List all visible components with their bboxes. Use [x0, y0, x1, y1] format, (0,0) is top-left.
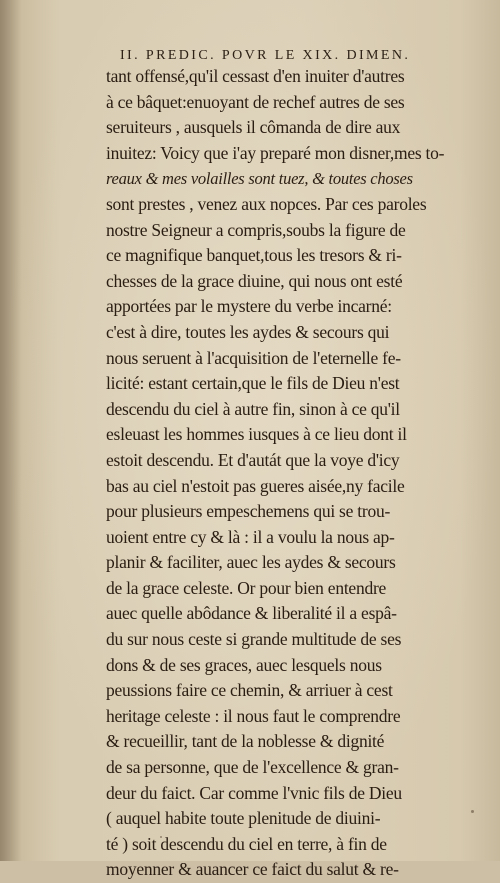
text-line: nostre Seigneur a compris,soubs la figure de [106, 219, 406, 240]
text-line: chesses de la grace diuine, qui nous ont esté [106, 270, 403, 291]
text-line: uoient entre cy & là : il a voulu la nous ap- [106, 526, 395, 547]
text-line: apportées par le mystere du verbe incarné: [106, 296, 392, 317]
text-line: té ) soit descendu du ciel en terre, à fin de [106, 833, 387, 854]
ink-spot [471, 810, 474, 813]
text-line: licité: estant certain,que le fils de Dieu n'est [106, 373, 400, 394]
text-line: ce magnifique banquet,tous les tresors & ri- [106, 245, 402, 266]
running-head: II. PREDIC. POVR LE XIX. DIMEN. [120, 48, 411, 63]
body-text [106, 64, 478, 883]
text-line: pour plusieurs empeschemens qui se trou- [106, 501, 391, 522]
text-line: de la grace celeste. Or pour bien entendre [106, 577, 387, 598]
text-line: moyenner & auancer ce faict du salut & re- [106, 859, 399, 880]
text-line: descendu du ciel à autre fin, sinon à ce qu'il [106, 398, 400, 419]
text-line: sont prestes , venez aux nopces. Par ces paroles [106, 193, 427, 214]
text-line: & recueillir, tant de la noblesse & dignité [106, 731, 385, 752]
text-line: reaux & mes volailles sont tuez, & toutes choses [106, 169, 413, 189]
text-line: du sur nous ceste si grande multitude de ses [106, 629, 402, 650]
text-line: deur du faict. Car comme l'vnic fils de Dieu [106, 782, 402, 803]
gutter-shadow [0, 0, 22, 861]
text-line: dons & de ses graces, auec lesquels nous [106, 654, 382, 675]
text-line: bas au ciel n'estoit pas gueres aisée,ny facile [106, 475, 405, 496]
text-line: tant offensé,qu'il cessast d'en inuiter d'autres [106, 66, 405, 86]
ink-spot [160, 836, 162, 838]
text-line: c'est à dire, toutes les aydes & secours qui [106, 321, 390, 342]
text-line: de sa personne, que de l'excellence & gran- [106, 757, 399, 778]
text-line: esleuast les hommes iusques à ce lieu dont il [106, 424, 407, 445]
text-line: auec quelle abôdance & liberalité il a espâ- [106, 603, 397, 624]
text-line: inuitez: Voicy que i'ay preparé mon disner,mes to- [106, 142, 445, 163]
text-line: nous seruent à l'acquisition de l'eternelle fe- [106, 347, 401, 368]
text-line: planir & faciliter, auec les aydes & secours [106, 552, 396, 573]
text-line: seruiteurs , ausquels il cômanda de dire aux [106, 117, 401, 138]
text-line: à ce bâquet:enuoyant de rechef autres de ses [106, 91, 405, 112]
text-line: peussions faire ce chemin, & arriuer à cest [106, 680, 393, 701]
text-line: ( auquel habite toute plenitude de diuini- [106, 808, 381, 829]
text-line: heritage celeste : il nous faut le comprendre [106, 705, 401, 726]
text-line: estoit descendu. Et d'autát que la voye d'icy [106, 449, 400, 470]
